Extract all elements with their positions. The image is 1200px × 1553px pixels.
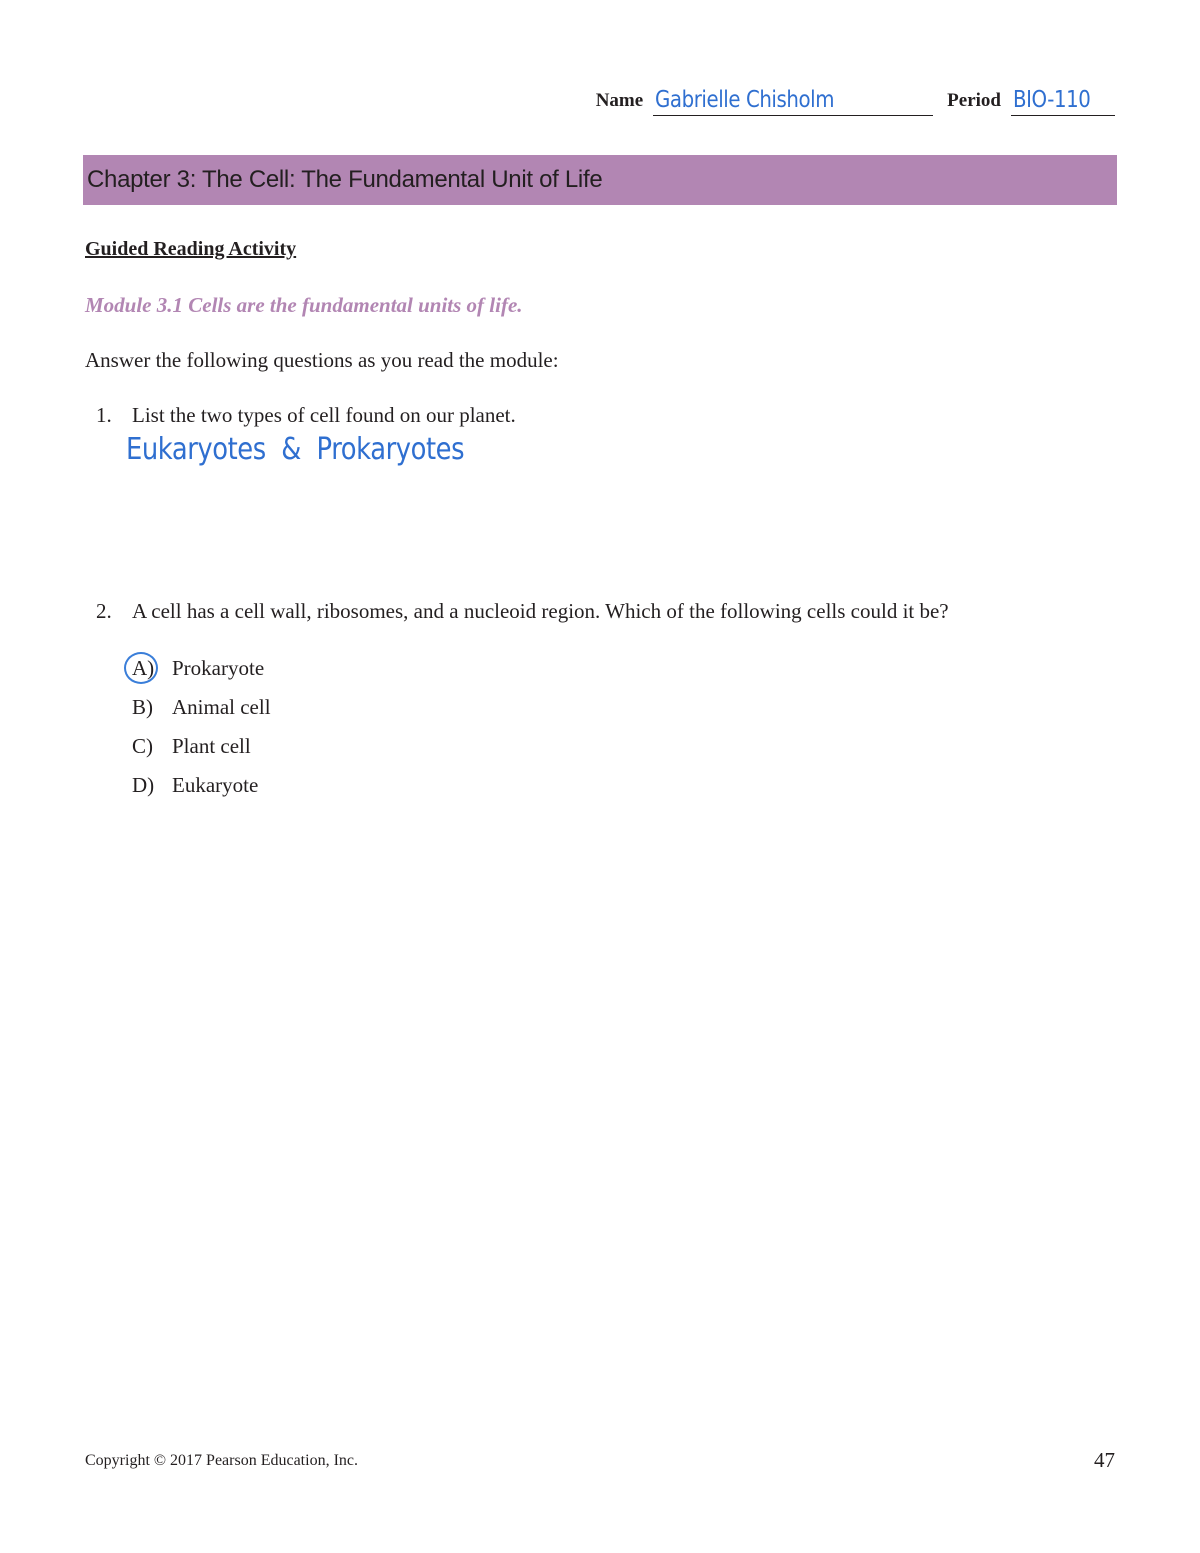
name-field[interactable] [653, 83, 933, 116]
copyright: Copyright © 2017 Pearson Education, Inc. [85, 1452, 358, 1469]
question-1 [96, 403, 516, 428]
option-letter: D) [132, 772, 155, 797]
selected-circle-icon [124, 652, 158, 684]
chapter-title: Chapter 3: The Cell: The Fundamental Unit of Life [87, 166, 603, 193]
option-letter: A) [132, 656, 172, 681]
option-b[interactable] [132, 692, 271, 722]
option-text: Prokaryote [172, 655, 265, 680]
option-c[interactable] [132, 731, 251, 761]
name-label: Name [595, 90, 644, 111]
period-value: BIO-110 [1013, 87, 1091, 113]
period-field[interactable] [1011, 83, 1115, 116]
option-a[interactable] [132, 653, 264, 683]
name-period-line [596, 80, 1115, 116]
question-2 [96, 599, 949, 624]
page-number: 47 [1094, 1448, 1115, 1472]
section-heading: Guided Reading Activity [85, 238, 297, 260]
option-text: Eukaryote [172, 772, 259, 797]
chapter-banner [83, 155, 1117, 205]
option-d[interactable] [132, 770, 258, 800]
option-letter: B) [132, 694, 153, 719]
question-number: 2. [96, 599, 112, 623]
question-number: 1. [96, 403, 112, 427]
intro-text: Answer the following questions as you read the module: [85, 348, 559, 372]
question-text: A cell has a cell wall, ribosomes, and a nucleoid region. Which of the following cells could it be? [132, 599, 949, 623]
period-label: Period [947, 90, 1001, 111]
question-text: List the two types of cell found on our planet. [132, 403, 516, 427]
option-letter: C) [132, 733, 153, 758]
option-text: Animal cell [172, 694, 271, 719]
answer-1-field[interactable]: Eukaryotes & Prokaryotes [126, 432, 465, 467]
option-text: Plant cell [172, 733, 251, 758]
module-title: Module 3.1 Cells are the fundamental units of life. [85, 293, 523, 317]
name-value: Gabrielle Chisholm [655, 87, 835, 113]
